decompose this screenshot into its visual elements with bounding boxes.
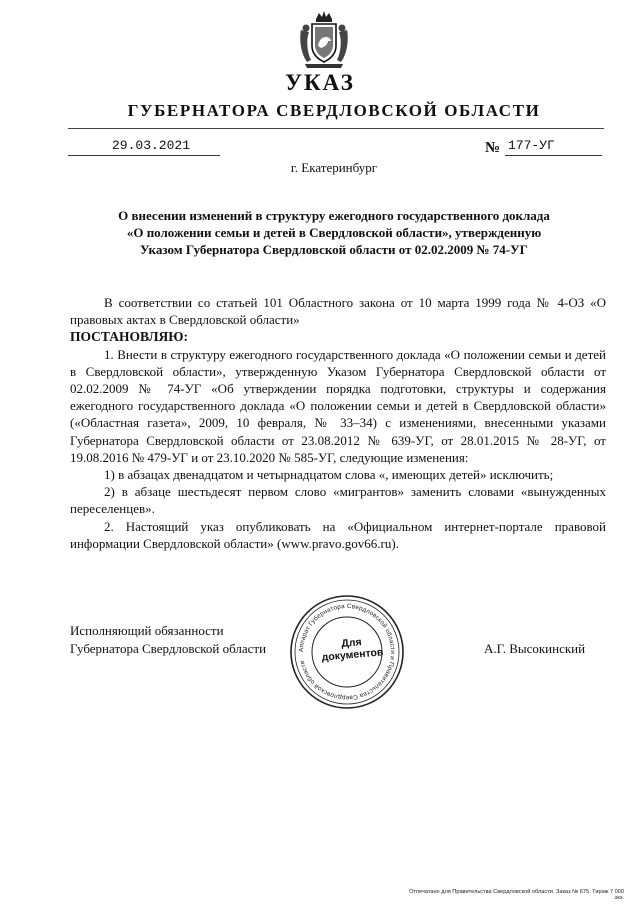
- document-number: 177-УГ: [508, 138, 555, 153]
- seal-center-line: Для: [340, 636, 363, 650]
- body-paragraph: 2. Настоящий указ опубликовать на «Официальном интернет-портале правовой информации Свердловской области» (www.pravo.gov66.ru).: [70, 518, 606, 551]
- body-paragraph: 1. Внести в структуру ежегодного государственного доклада «О положении семьи и детей в Свердловской области», утвержденную Указом Губернатора Свердловской области от 02.02.2009 № 74-УГ «Об утверждении порядка подготовки, структуры и содержания ежегодного государственного доклада «О положении семьи и детей в Свердловской области» («Областная газета», 2009, 10 февраля, № 33–34) с изменениями, внесенными указами Губернатора Свердловской области от 23.08.2012 № 639-УГ, от 28.01.2015 № 28-УГ, от 19.08.2016 № 479-УГ и от 23.10.2020 № 585-УГ, следующие изменения:: [70, 346, 606, 465]
- body-paragraph: 2) в абзаце шестьдесят первом слово «мигрантов» заменить словами «вынужденных переселенцев».: [70, 484, 606, 517]
- document-type-heading: УКАЗ: [285, 70, 355, 95]
- number-underline: [505, 155, 602, 156]
- title-line: «О положении семьи и детей в Свердловской области», утвержденную: [126, 225, 542, 240]
- document-body: [70, 294, 606, 552]
- date-underline: [68, 155, 220, 156]
- coat-of-arms-icon: [297, 10, 351, 70]
- header-divider: [68, 128, 604, 129]
- body-paragraph: 1) в абзацах двенадцатом и четырнадцатом слова «, имеющих детей» исключить;: [104, 467, 554, 483]
- seal-center-line: документов: [321, 646, 384, 664]
- title-line: О внесении изменений в структуру ежегодного государственного доклада: [118, 208, 550, 223]
- decree-word: ПОСТАНОВЛЯЮ:: [70, 329, 188, 345]
- seal-ring-text: Аппарат Губернатора Свердловской области и Правительства Свердловской области: [297, 602, 397, 702]
- signer-name: А.Г. Высокинский: [484, 641, 586, 656]
- signer-position-line: Исполняющий обязанности: [70, 623, 224, 638]
- title-line: Указом Губернатора Свердловской области от 02.02.2009 № 74-УГ: [140, 242, 528, 257]
- document-city: г. Екатеринбург: [290, 160, 378, 175]
- document-date: 29.03.2021: [112, 138, 191, 153]
- signer-position-line: Губернатора Свердловской области: [70, 641, 267, 656]
- print-note: Отпечатано для Правительства Свердловской области. Заказ № 675. Тираж 7 000 экз.: [409, 889, 624, 901]
- number-sign: №: [485, 140, 501, 156]
- issuing-authority: ГУБЕРНАТОРА СВЕРДЛОВСКОЙ ОБЛАСТИ: [127, 101, 541, 120]
- document-title: [60, 207, 608, 258]
- preamble-paragraph: В соответствии со статьей 101 Областного закона от 10 марта 1999 года № 4-ОЗ «О правовых актах в Свердловской области»: [70, 295, 606, 328]
- signer-position: [70, 622, 330, 658]
